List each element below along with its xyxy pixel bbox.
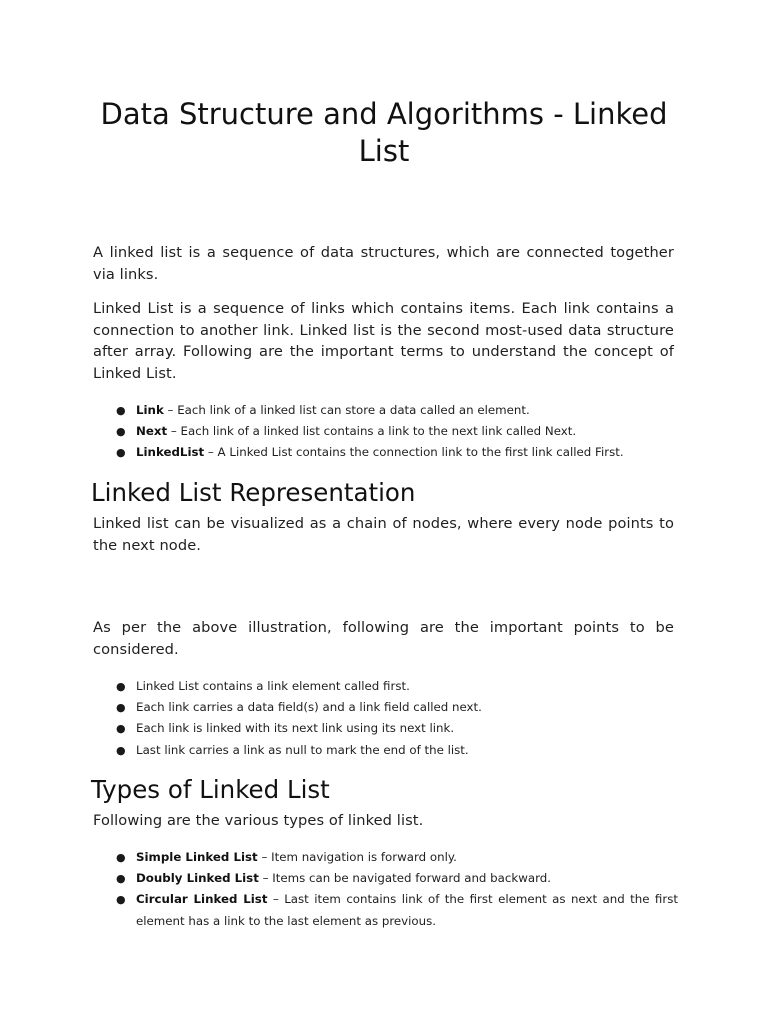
bullet-icon: ● (116, 872, 126, 886)
term-link-description: – Each link of a linked list can store a data called an element. (163, 403, 530, 417)
point-text: Last link carries a link as null to mark the end of the list. (136, 742, 469, 757)
intro-paragraph-1: A linked list is a sequence of data structures, which are connected together via links. (93, 244, 674, 283)
bullet-icon: ● (116, 743, 126, 757)
list-item (116, 442, 678, 463)
bullet-icon: ● (116, 680, 126, 693)
term-next: Next (136, 424, 168, 439)
list-item (116, 697, 678, 718)
bullet-icon: ● (116, 701, 126, 715)
bullet-icon: ● (116, 404, 126, 417)
types-list (116, 847, 678, 932)
term-linkedlist: LinkedList (136, 445, 205, 460)
representation-paragraph: Linked list can be visualized as a chain of nodes, where every node points to the next node. (93, 515, 674, 554)
page-title: Data Structure and Algorithms - Linked List (100, 97, 668, 168)
list-item (116, 847, 678, 868)
type-doubly: Doubly Linked List (136, 871, 259, 886)
types-heading: Types of Linked List (91, 775, 330, 804)
point-text: Each link carries a data field(s) and a link field called next. (136, 700, 482, 715)
term-linkedlist-description: – A Linked List contains the connection link to the first link called First. (204, 445, 624, 460)
list-item (116, 400, 678, 421)
list-item (116, 421, 678, 442)
list-item (116, 676, 678, 697)
terms-list (116, 400, 678, 464)
bullet-icon: ● (116, 851, 126, 864)
term-next-description: – Each link of a linked list contains a link to the next link called Next. (167, 424, 577, 439)
list-item (116, 868, 678, 889)
intro-paragraph-2: Linked List is a sequence of links which contains items. Each link contains a connection to another link. Linked list is the second most-used data structure after array. Following are the important terms to understand the concept of Linked List. (93, 300, 674, 382)
list-item (116, 740, 678, 761)
representation-heading: Linked List Representation (91, 478, 416, 507)
type-simple: Simple Linked List (136, 850, 258, 864)
type-simple-description: – Item navigation is forward only. (257, 850, 457, 864)
type-doubly-description: – Items can be navigated forward and backward. (258, 871, 551, 886)
term-link: Link (136, 403, 164, 417)
point-text: Linked List contains a link element called first. (136, 679, 410, 693)
illustration-paragraph: As per the above illustration, following are the important points to be considered. (93, 619, 674, 658)
bullet-icon: ● (116, 893, 126, 907)
bullet-icon: ● (116, 722, 126, 736)
types-paragraph: Following are the various types of linked list. (93, 812, 424, 829)
type-circular: Circular Linked List (136, 892, 268, 907)
list-item (116, 889, 678, 932)
point-text: Each link is linked with its next link using its next link. (136, 721, 455, 736)
type-circular-description: – Last item contains link of the first element as next and the first element has a link to the last element as previous. (136, 892, 678, 928)
list-item (116, 718, 678, 739)
bullet-icon: ● (116, 446, 126, 460)
bullet-icon: ● (116, 425, 126, 439)
points-list (116, 676, 678, 761)
